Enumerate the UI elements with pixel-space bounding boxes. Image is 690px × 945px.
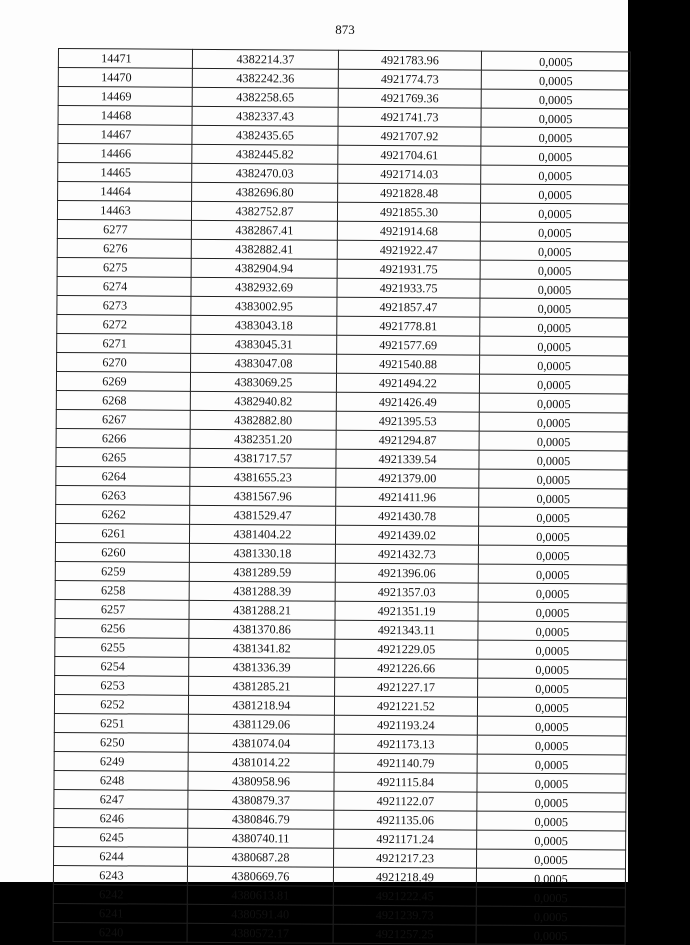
y-coordinate-cell: 4921931.75 bbox=[337, 259, 480, 279]
point-number-cell: 6243 bbox=[53, 865, 187, 885]
tolerance-cell: 0,0005 bbox=[480, 298, 629, 318]
x-coordinate-cell: 4381289.59 bbox=[189, 562, 335, 582]
x-coordinate-cell: 4381567.96 bbox=[190, 486, 336, 506]
x-coordinate-cell: 4381074.04 bbox=[188, 733, 334, 753]
table-row bbox=[53, 922, 625, 944]
tolerance-cell: 0,0005 bbox=[476, 925, 625, 945]
y-coordinate-cell: 4921221.52 bbox=[334, 696, 477, 716]
tolerance-cell: 0,0005 bbox=[478, 640, 627, 660]
x-coordinate-cell: 4381717.57 bbox=[190, 448, 336, 468]
y-coordinate-cell: 4921778.81 bbox=[337, 316, 480, 336]
tolerance-cell: 0,0005 bbox=[477, 773, 626, 793]
point-number-cell: 6271 bbox=[57, 333, 191, 353]
x-coordinate-cell: 4382696.80 bbox=[192, 182, 338, 202]
tolerance-cell: 0,0005 bbox=[478, 526, 627, 546]
x-coordinate-cell: 4382337.43 bbox=[192, 106, 338, 126]
y-coordinate-cell: 4921439.02 bbox=[335, 525, 478, 545]
tolerance-cell: 0,0005 bbox=[478, 659, 627, 679]
point-number-cell: 6242 bbox=[53, 884, 187, 904]
tolerance-cell: 0,0005 bbox=[480, 222, 629, 242]
tolerance-cell: 0,0005 bbox=[480, 317, 629, 337]
x-coordinate-cell: 4381336.39 bbox=[189, 657, 335, 677]
tolerance-cell: 0,0005 bbox=[481, 146, 630, 166]
point-number-cell: 6249 bbox=[54, 751, 188, 771]
x-coordinate-cell: 4383047.08 bbox=[191, 353, 337, 373]
point-number-cell: 6240 bbox=[53, 922, 187, 942]
x-coordinate-cell: 4382882.80 bbox=[190, 410, 336, 430]
y-coordinate-cell: 4921704.61 bbox=[338, 145, 481, 165]
point-number-cell: 6247 bbox=[54, 789, 188, 809]
tolerance-cell: 0,0005 bbox=[481, 51, 630, 71]
y-coordinate-cell: 4921115.84 bbox=[334, 772, 477, 792]
y-coordinate-cell: 4921396.06 bbox=[335, 563, 478, 583]
point-number-cell: 6251 bbox=[54, 713, 188, 733]
tolerance-cell: 0,0005 bbox=[479, 431, 628, 451]
y-coordinate-cell: 4921411.96 bbox=[336, 487, 479, 507]
point-number-cell: 14465 bbox=[58, 163, 192, 183]
tolerance-cell: 0,0005 bbox=[480, 336, 629, 356]
y-coordinate-cell: 4921933.75 bbox=[337, 278, 480, 298]
y-coordinate-cell: 4921857.47 bbox=[337, 297, 480, 317]
x-coordinate-cell: 4380879.37 bbox=[188, 790, 334, 810]
y-coordinate-cell: 4921239.73 bbox=[333, 905, 476, 925]
point-number-cell: 14466 bbox=[58, 144, 192, 164]
point-number-cell: 14463 bbox=[57, 201, 191, 221]
tolerance-cell: 0,0005 bbox=[481, 108, 630, 128]
page-number: 873 bbox=[335, 22, 355, 37]
coordinates-table bbox=[53, 48, 631, 945]
tolerance-cell: 0,0005 bbox=[479, 393, 628, 413]
tolerance-cell: 0,0005 bbox=[478, 564, 627, 584]
point-number-cell: 14467 bbox=[58, 125, 192, 145]
x-coordinate-cell: 4381404.22 bbox=[189, 524, 335, 544]
point-number-cell: 14468 bbox=[58, 106, 192, 126]
y-coordinate-cell: 4921783.96 bbox=[338, 50, 481, 70]
tolerance-cell: 0,0005 bbox=[479, 450, 628, 470]
y-coordinate-cell: 4921140.79 bbox=[334, 753, 477, 773]
tolerance-cell: 0,0005 bbox=[479, 507, 628, 527]
point-number-cell: 6246 bbox=[54, 808, 188, 828]
y-coordinate-cell: 4921122.07 bbox=[334, 791, 477, 811]
point-number-cell: 6241 bbox=[53, 903, 187, 923]
x-coordinate-cell: 4382351.20 bbox=[190, 429, 336, 449]
x-coordinate-cell: 4382435.65 bbox=[192, 125, 338, 145]
x-coordinate-cell: 4380591.40 bbox=[187, 904, 333, 924]
point-number-cell: 6250 bbox=[54, 732, 188, 752]
tolerance-cell: 0,0005 bbox=[477, 697, 626, 717]
point-number-cell: 14469 bbox=[58, 87, 192, 107]
x-coordinate-cell: 4383045.31 bbox=[191, 334, 337, 354]
x-coordinate-cell: 4381218.94 bbox=[188, 695, 334, 715]
y-coordinate-cell: 4921339.54 bbox=[336, 449, 479, 469]
y-coordinate-cell: 4921769.36 bbox=[338, 88, 481, 108]
point-number-cell: 6258 bbox=[55, 580, 189, 600]
tolerance-cell: 0,0005 bbox=[480, 355, 629, 375]
x-coordinate-cell: 4381370.86 bbox=[189, 619, 335, 639]
tolerance-cell: 0,0005 bbox=[480, 260, 629, 280]
tolerance-cell: 0,0005 bbox=[477, 754, 626, 774]
x-coordinate-cell: 4381655.23 bbox=[190, 467, 336, 487]
tolerance-cell: 0,0005 bbox=[476, 849, 625, 869]
point-number-cell: 6264 bbox=[56, 466, 190, 486]
x-coordinate-cell: 4382258.65 bbox=[192, 87, 338, 107]
coordinates-table-body bbox=[53, 49, 630, 945]
x-coordinate-cell: 4380846.79 bbox=[188, 809, 334, 829]
x-coordinate-cell: 4382904.94 bbox=[191, 258, 337, 278]
tolerance-cell: 0,0005 bbox=[479, 374, 628, 394]
x-coordinate-cell: 4381341.82 bbox=[189, 638, 335, 658]
x-coordinate-cell: 4381288.39 bbox=[189, 581, 335, 601]
x-coordinate-cell: 4381014.22 bbox=[188, 752, 334, 772]
y-coordinate-cell: 4921222.45 bbox=[333, 886, 476, 906]
tolerance-cell: 0,0005 bbox=[480, 279, 629, 299]
tolerance-cell: 0,0005 bbox=[481, 70, 630, 90]
point-number-cell: 6245 bbox=[54, 827, 188, 847]
y-coordinate-cell: 4921432.73 bbox=[335, 544, 478, 564]
tolerance-cell: 0,0005 bbox=[478, 621, 627, 641]
y-coordinate-cell: 4921714.03 bbox=[338, 164, 481, 184]
point-number-cell: 14470 bbox=[58, 68, 192, 88]
y-coordinate-cell: 4921828.48 bbox=[338, 183, 481, 203]
tolerance-cell: 0,0005 bbox=[476, 868, 625, 888]
x-coordinate-cell: 4380687.28 bbox=[188, 847, 334, 867]
y-coordinate-cell: 4921426.49 bbox=[336, 392, 479, 412]
point-number-cell: 6268 bbox=[56, 390, 190, 410]
x-coordinate-cell: 4382242.36 bbox=[192, 68, 338, 88]
x-coordinate-cell: 4382932.69 bbox=[191, 277, 337, 297]
y-coordinate-cell: 4921707.92 bbox=[338, 126, 481, 146]
y-coordinate-cell: 4921540.88 bbox=[337, 354, 480, 374]
y-coordinate-cell: 4921217.23 bbox=[334, 848, 477, 868]
y-coordinate-cell: 4921226.66 bbox=[335, 658, 478, 678]
point-number-cell: 6276 bbox=[57, 238, 191, 258]
y-coordinate-cell: 4921229.05 bbox=[335, 639, 478, 659]
point-number-cell: 6275 bbox=[57, 257, 191, 277]
point-number-cell: 6263 bbox=[56, 485, 190, 505]
x-coordinate-cell: 4380613.81 bbox=[187, 885, 333, 905]
point-number-cell: 6266 bbox=[56, 428, 190, 448]
x-coordinate-cell: 4380572.17 bbox=[187, 923, 333, 943]
x-coordinate-cell: 4380669.76 bbox=[187, 866, 333, 886]
tolerance-cell: 0,0005 bbox=[480, 203, 629, 223]
x-coordinate-cell: 4383043.18 bbox=[191, 315, 337, 335]
y-coordinate-cell: 4921914.68 bbox=[337, 221, 480, 241]
y-coordinate-cell: 4921494.22 bbox=[336, 373, 479, 393]
tolerance-cell: 0,0005 bbox=[477, 735, 626, 755]
point-number-cell: 6272 bbox=[57, 314, 191, 334]
y-coordinate-cell: 4921855.30 bbox=[337, 202, 480, 222]
tolerance-cell: 0,0005 bbox=[481, 165, 630, 185]
x-coordinate-cell: 4382882.41 bbox=[191, 239, 337, 259]
y-coordinate-cell: 4921257.25 bbox=[333, 924, 476, 944]
point-number-cell: 6254 bbox=[55, 656, 189, 676]
point-number-cell: 6255 bbox=[55, 637, 189, 657]
y-coordinate-cell: 4921741.73 bbox=[338, 107, 481, 127]
point-number-cell: 6259 bbox=[55, 561, 189, 581]
y-coordinate-cell: 4921357.03 bbox=[335, 582, 478, 602]
point-number-cell: 6274 bbox=[57, 276, 191, 296]
x-coordinate-cell: 4382214.37 bbox=[192, 49, 338, 69]
x-coordinate-cell: 4382445.82 bbox=[192, 144, 338, 164]
tolerance-cell: 0,0005 bbox=[478, 602, 627, 622]
tolerance-cell: 0,0005 bbox=[481, 184, 630, 204]
tolerance-cell: 0,0005 bbox=[476, 906, 625, 926]
point-number-cell: 6267 bbox=[56, 409, 190, 429]
tolerance-cell: 0,0005 bbox=[481, 89, 630, 109]
tolerance-cell: 0,0005 bbox=[477, 792, 626, 812]
point-number-cell: 14471 bbox=[58, 49, 192, 69]
tolerance-cell: 0,0005 bbox=[480, 241, 629, 261]
point-number-cell: 6256 bbox=[55, 618, 189, 638]
point-number-cell: 6269 bbox=[56, 371, 190, 391]
point-number-cell: 6252 bbox=[54, 694, 188, 714]
y-coordinate-cell: 4921343.11 bbox=[335, 620, 478, 640]
tolerance-cell: 0,0005 bbox=[478, 678, 627, 698]
tolerance-cell: 0,0005 bbox=[481, 127, 630, 147]
tolerance-cell: 0,0005 bbox=[479, 469, 628, 489]
point-number-cell: 6257 bbox=[55, 599, 189, 619]
y-coordinate-cell: 4921430.78 bbox=[336, 506, 479, 526]
point-number-cell: 6262 bbox=[56, 504, 190, 524]
point-number-cell: 6273 bbox=[57, 295, 191, 315]
point-number-cell: 6244 bbox=[54, 846, 188, 866]
x-coordinate-cell: 4380740.11 bbox=[188, 828, 334, 848]
point-number-cell: 6265 bbox=[56, 447, 190, 467]
x-coordinate-cell: 4380958.96 bbox=[188, 771, 334, 791]
x-coordinate-cell: 4383069.25 bbox=[190, 372, 336, 392]
x-coordinate-cell: 4381285.21 bbox=[189, 676, 335, 696]
x-coordinate-cell: 4382940.82 bbox=[190, 391, 336, 411]
y-coordinate-cell: 4921379.00 bbox=[336, 468, 479, 488]
y-coordinate-cell: 4921173.13 bbox=[334, 734, 477, 754]
y-coordinate-cell: 4921171.24 bbox=[334, 829, 477, 849]
x-coordinate-cell: 4382867.41 bbox=[191, 220, 337, 240]
y-coordinate-cell: 4921577.69 bbox=[337, 335, 480, 355]
y-coordinate-cell: 4921774.73 bbox=[338, 69, 481, 89]
point-number-cell: 6270 bbox=[57, 352, 191, 372]
x-coordinate-cell: 4383002.95 bbox=[191, 296, 337, 316]
tolerance-cell: 0,0005 bbox=[479, 488, 628, 508]
point-number-cell: 6261 bbox=[55, 523, 189, 543]
x-coordinate-cell: 4381330.18 bbox=[189, 543, 335, 563]
x-coordinate-cell: 4382470.03 bbox=[192, 163, 338, 183]
point-number-cell: 6277 bbox=[57, 219, 191, 239]
point-number-cell: 6253 bbox=[55, 675, 189, 695]
y-coordinate-cell: 4921193.24 bbox=[334, 715, 477, 735]
tolerance-cell: 0,0005 bbox=[478, 583, 627, 603]
y-coordinate-cell: 4921227.17 bbox=[335, 677, 478, 697]
y-coordinate-cell: 4921922.47 bbox=[337, 240, 480, 260]
tolerance-cell: 0,0005 bbox=[477, 830, 626, 850]
point-number-cell: 14464 bbox=[58, 182, 192, 202]
x-coordinate-cell: 4381529.47 bbox=[190, 505, 336, 525]
point-number-cell: 6260 bbox=[55, 542, 189, 562]
tolerance-cell: 0,0005 bbox=[476, 887, 625, 907]
point-number-cell: 6248 bbox=[54, 770, 188, 790]
x-coordinate-cell: 4381288.21 bbox=[189, 600, 335, 620]
y-coordinate-cell: 4921395.53 bbox=[336, 411, 479, 431]
tolerance-cell: 0,0005 bbox=[477, 811, 626, 831]
tolerance-cell: 0,0005 bbox=[479, 412, 628, 432]
x-coordinate-cell: 4381129.06 bbox=[188, 714, 334, 734]
y-coordinate-cell: 4921218.49 bbox=[333, 867, 476, 887]
tolerance-cell: 0,0005 bbox=[478, 545, 627, 565]
y-coordinate-cell: 4921294.87 bbox=[336, 430, 479, 450]
y-coordinate-cell: 4921351.19 bbox=[335, 601, 478, 621]
y-coordinate-cell: 4921135.06 bbox=[334, 810, 477, 830]
x-coordinate-cell: 4382752.87 bbox=[191, 201, 337, 221]
tolerance-cell: 0,0005 bbox=[477, 716, 626, 736]
